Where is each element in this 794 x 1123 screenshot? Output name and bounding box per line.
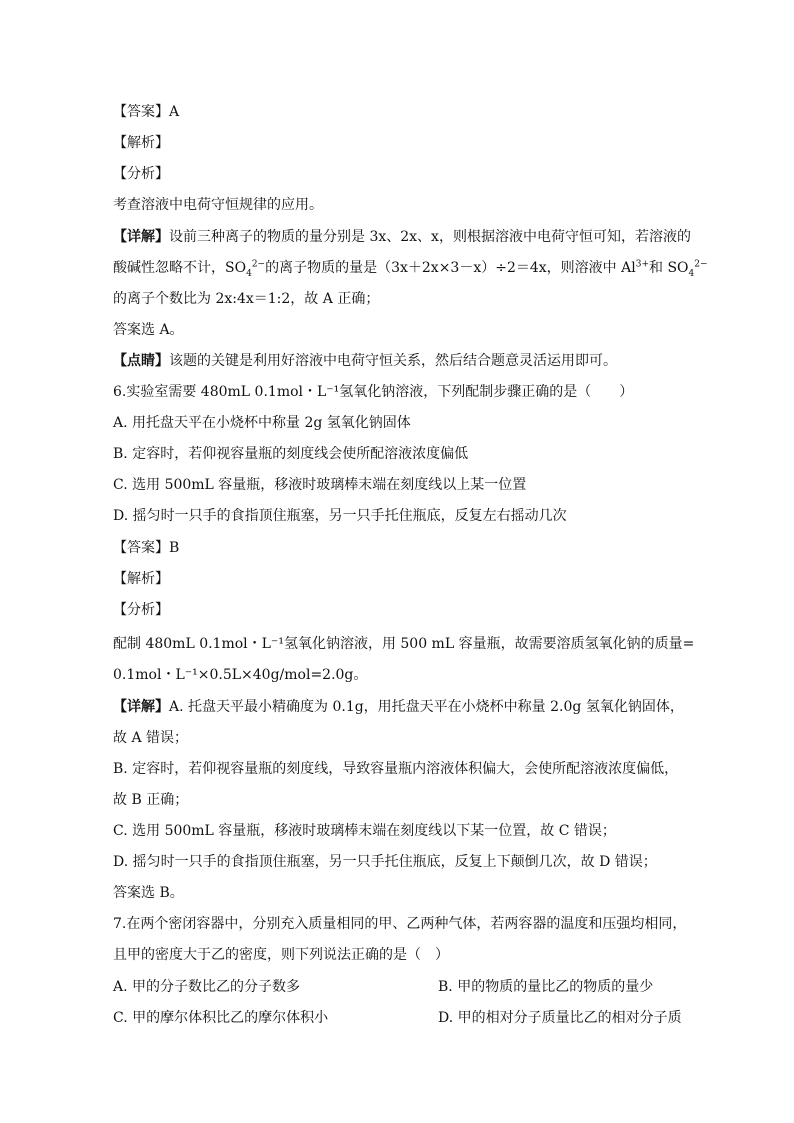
q5-detail-line2 (113, 254, 708, 282)
q5-answer: 【答案】A (113, 104, 180, 120)
q6-detail-d: D. 摇匀时一只手的食指顶住瓶塞，另一只手托住瓶底，反复上下颠倒几次，故 D 错误； (113, 854, 657, 870)
q5-fenxi-heading: 【分析】 (113, 166, 169, 182)
q7-option-c: C. 甲的摩尔体积比乙的摩尔体积小 (113, 1010, 329, 1026)
q5-choose: 答案选 A。 (113, 322, 184, 338)
q5-fenxi-text: 考查溶液中电荷守恒规律的应用。 (113, 197, 323, 213)
sulfate-subscript-2: 4 (688, 268, 695, 279)
q7-stem-line1: 7.在两个密闭容器中，分别充入质量相同的甲、乙两种气体，若两容器的温度和压强均相同， (113, 916, 687, 932)
q6-detail-label: 【详解】 (113, 699, 169, 715)
q5-detail-text1: 设前三种离子的物质的量分别是 3x、2x、x，则根据溶液中电荷守恒可知，若溶液的 (169, 229, 691, 245)
q7-option-d: D. 甲的相对分子质量比乙的相对分子质 (438, 1010, 682, 1026)
q6-answer: 【答案】B (113, 540, 180, 556)
q6-option-d: D. 摇匀时一只手的食指顶住瓶塞，另一只手托住瓶底，反复左右摇动几次 (113, 508, 567, 524)
q6-analysis-heading: 【解析】 (113, 571, 169, 587)
q5-analysis-heading: 【解析】 (113, 135, 169, 151)
q6-detail-a2: 故 A 错误； (113, 730, 189, 746)
q7-options-row2 (113, 1004, 683, 1032)
q6-option-a: A. 用托盘天平在小烧杯中称量 2g 氢氧化钠固体 (113, 415, 411, 431)
q5-point-text: 该题的关键是利用好溶液中电荷守恒关系，然后结合题意灵活运用即可。 (169, 353, 617, 369)
q6-stem: 6.实验室需要 480mL 0.1mol・L⁻¹氢氧化钠溶液，下列配制步骤正确的是（ ） (113, 384, 634, 400)
q7-stem-line2: 且甲的密度大于乙的密度，则下列说法正确的是（ ） (113, 947, 449, 963)
sulfate-charge-2: 2− (694, 259, 708, 270)
q5-detail-text2c: 和 SO (649, 260, 689, 276)
q6-choose: 答案选 B。 (113, 885, 184, 901)
q7-options-row1 (113, 973, 683, 1001)
q7-option-a: A. 甲的分子数比乙的分子数多 (113, 979, 301, 995)
sulfate-subscript: 4 (246, 268, 252, 279)
aluminum-charge: 3+ (635, 259, 649, 270)
q6-fenxi-heading: 【分析】 (113, 602, 169, 618)
q5-detail-text2b: 的离子物质的量是（3x＋2x×3－x）÷2＝4x，则溶液中 Al (265, 260, 636, 276)
q6-option-b: B. 定容时，若仰视容量瓶的刻度线会使所配溶液浓度偏低 (113, 446, 469, 462)
q7-option-b: B. 甲的物质的量比乙的物质的量少 (438, 979, 654, 995)
q6-option-c: C. 选用 500mL 容量瓶，移液时玻璃棒末端在刻度线以上某一位置 (113, 477, 527, 493)
q6-detail-a1 (113, 693, 688, 721)
q5-detail-label: 【详解】 (113, 229, 169, 245)
q5-detail-line1 (113, 223, 691, 251)
q6-fenxi-line2: 0.1mol・L⁻¹×0.5L×40g/mol=2.0g。 (113, 667, 368, 683)
sulfate-charge: 2− (251, 259, 266, 270)
q6-fenxi-line1: 配制 480mL 0.1mol・L⁻¹氢氧化钠溶液，用 500 mL 容量瓶，故需要溶质氢氧化钠的质量= (113, 636, 695, 652)
q5-point-label: 【点睛】 (113, 353, 169, 369)
q5-detail-line3: 的离子个数比为 2x:4x＝1:2，故 A 正确； (113, 291, 380, 307)
q6-detail-a1-text: A. 托盘天平最小精确度为 0.1g，用托盘天平在小烧杯中称量 2.0g 氢氧化钠固体， (169, 699, 684, 715)
q6-detail-b1: B. 定容时，若仰视容量瓶的刻度线，导致容量瓶内溶液体积偏大，会使所配溶液浓度偏低， (113, 761, 679, 777)
q6-detail-b2: 故 B 正确； (113, 792, 189, 808)
q5-detail-text2a: 酸碱性忽略不计，SO (113, 260, 247, 276)
q5-point (113, 347, 683, 375)
q6-detail-c: C. 选用 500mL 容量瓶，移液时玻璃棒末端在刻度线以下某一位置，故 C 错误； (113, 823, 616, 839)
